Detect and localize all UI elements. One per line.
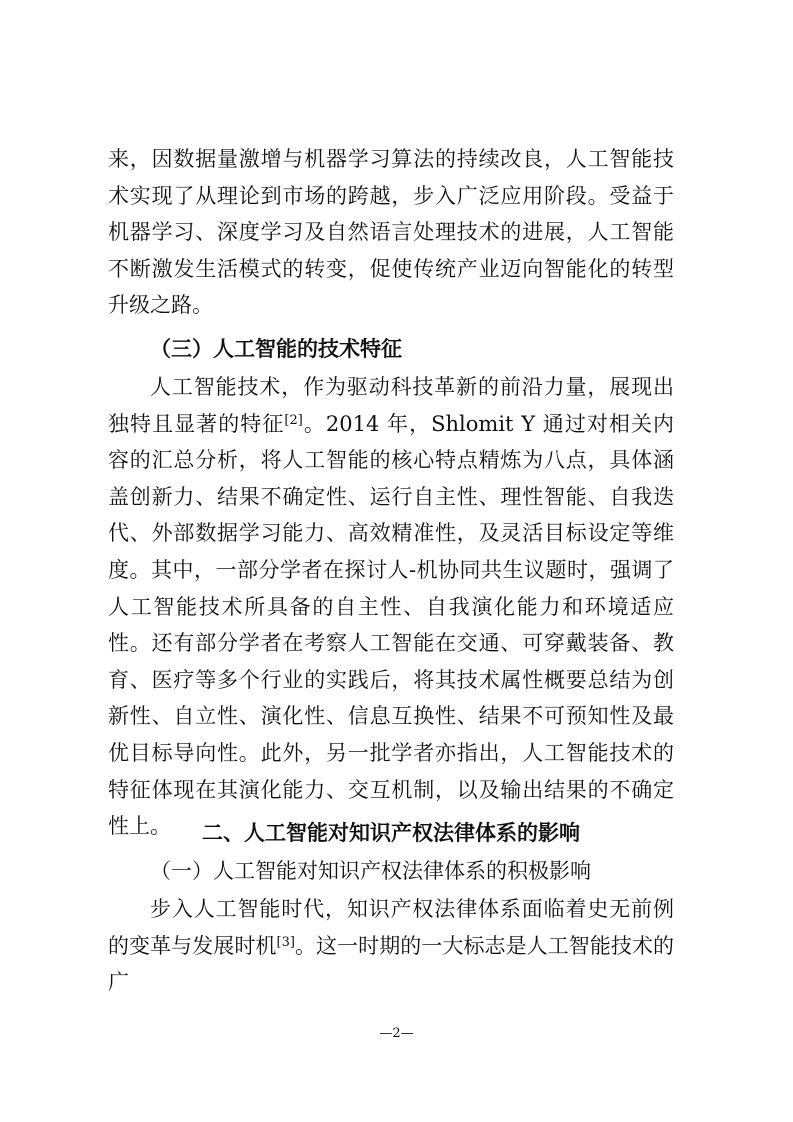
citation-ref-3: [3] [276,934,295,950]
paragraph-ai-development: 来，因数据量激增与机器学习算法的持续改良，人工智能技术实现了从理论到市场的跨越，步入广泛应用阶段。受益于机器学习、深度学习及自然语言处理技术的进展，人工智能不断激发生活模式的转变，促使传统产业迈向智能化的转型升级之路。 [108,147,674,318]
page-number: —2— [379,1026,414,1041]
paragraph-tech-features [108,369,674,845]
paragraph-text: 。这一时期的一大标志是人工智能技术的广 [108,933,675,995]
chapter-heading-impact: 二、人工智能对知识产权法律体系的影响 [202,820,580,845]
section-heading-positive-impact: （一）人工智能对知识产权法律体系的积极影响 [150,859,591,883]
paragraph-text: 步入人工智能时代，知识产权法律体系面临着史无前例的变革与发展时机 [108,897,674,958]
paragraph-positive-impact [108,891,674,1001]
citation-ref-2: [2] [284,412,303,428]
paragraph-text: 。2014 年，Shlomit Y 通过对相关内容的汇总分析，将人工智能的核心特点精炼为八点，具体涵盖创新力、结果不确定性、运行自主性、理性智能、自我迭代、外部数据学习能力、高效精准性，及灵活目标设定等维度。其中，一部分学者在探讨人-机协同共生议题时，强调了人工智能技术所具备的自主性、自我演化能力和环境适应性。还有部分学者在考察人工智能在交通、可穿戴装备、教育、医疗等多个行业的实践后，将其技术属性概要总结为创新性、自立性、演化性、信息互换性、结果不可预知性及最优目标导向性。此外，另一批学者亦指出，人工智能技术的特征体现在其演化能力、交互机制，以及输出结果的不确定性上。 [108,411,675,839]
section-heading-tech-features: （三）人工智能的技术特征 [150,336,402,361]
paragraph-text: 人工智能技术，作为驱动科技革新的前沿力量，展现出独特且显著的特征 [108,375,674,436]
